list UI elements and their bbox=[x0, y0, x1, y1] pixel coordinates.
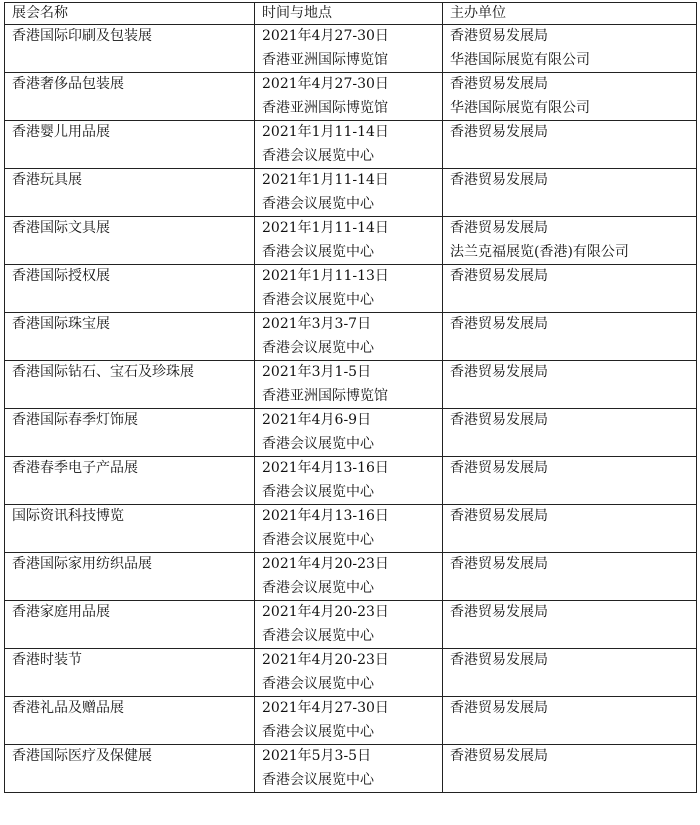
exhibition-name: 香港国际印刷及包装展 bbox=[5, 25, 255, 73]
organizer-cell bbox=[443, 601, 697, 649]
exhibition-venue: 香港会议展览中心 bbox=[262, 147, 374, 164]
time-and-place-cell bbox=[255, 601, 443, 649]
organizer-cell bbox=[443, 169, 697, 217]
exhibition-venue: 香港会议展览中心 bbox=[262, 195, 374, 212]
exhibition-name: 香港春季电子产品展 bbox=[5, 457, 255, 505]
organizer-cell bbox=[443, 361, 697, 409]
exhibition-date: 2021年3月3-7日 bbox=[262, 316, 372, 332]
table-row bbox=[5, 409, 697, 457]
table-body bbox=[5, 25, 697, 793]
organizer-cell bbox=[443, 25, 697, 73]
organizer-cell bbox=[443, 457, 697, 505]
table-row bbox=[5, 169, 697, 217]
exhibition-date: 2021年4月20-23日 bbox=[262, 652, 389, 668]
time-and-place-cell bbox=[255, 121, 443, 169]
organizer-primary: 香港贸易发展局 bbox=[450, 700, 548, 716]
exhibition-venue: 香港亚洲国际博览馆 bbox=[262, 387, 388, 404]
exhibition-date: 2021年1月11-14日 bbox=[262, 220, 389, 236]
exhibition-date: 2021年1月11-14日 bbox=[262, 172, 389, 188]
time-and-place-cell bbox=[255, 649, 443, 697]
exhibition-name: 香港礼品及赠品展 bbox=[5, 697, 255, 745]
organizer-primary: 香港贸易发展局 bbox=[450, 76, 548, 92]
exhibition-date: 2021年4月27-30日 bbox=[262, 28, 389, 44]
exhibition-name: 香港奢侈品包装展 bbox=[5, 73, 255, 121]
organizer-primary: 香港贸易发展局 bbox=[450, 316, 548, 332]
organizer-primary: 香港贸易发展局 bbox=[450, 268, 548, 284]
exhibition-date: 2021年4月27-30日 bbox=[262, 76, 389, 92]
organizer-primary: 香港贸易发展局 bbox=[450, 508, 548, 524]
table-row bbox=[5, 457, 697, 505]
organizer-primary: 香港贸易发展局 bbox=[450, 412, 548, 428]
organizer-cell bbox=[443, 265, 697, 313]
exhibition-table bbox=[4, 2, 697, 793]
table-row bbox=[5, 25, 697, 73]
organizer-primary: 香港贸易发展局 bbox=[450, 220, 548, 236]
exhibition-venue: 香港会议展览中心 bbox=[262, 339, 374, 356]
organizer-cell bbox=[443, 409, 697, 457]
organizer-secondary: 华港国际展览有限公司 bbox=[450, 99, 590, 116]
time-and-place-cell bbox=[255, 553, 443, 601]
exhibition-venue: 香港会议展览中心 bbox=[262, 291, 374, 308]
exhibition-date: 2021年3月1-5日 bbox=[262, 364, 372, 380]
exhibition-name: 香港时装节 bbox=[5, 649, 255, 697]
exhibition-name: 香港国际授权展 bbox=[5, 265, 255, 313]
organizer-primary: 香港贸易发展局 bbox=[450, 556, 548, 572]
time-and-place-cell bbox=[255, 265, 443, 313]
exhibition-venue: 香港会议展览中心 bbox=[262, 579, 374, 596]
organizer-cell bbox=[443, 217, 697, 265]
organizer-cell bbox=[443, 553, 697, 601]
table-row bbox=[5, 745, 697, 793]
time-and-place-cell bbox=[255, 169, 443, 217]
table-row bbox=[5, 697, 697, 745]
organizer-cell bbox=[443, 649, 697, 697]
exhibition-venue: 香港会议展览中心 bbox=[262, 483, 374, 500]
time-and-place-cell bbox=[255, 73, 443, 121]
table-row bbox=[5, 265, 697, 313]
time-and-place-cell bbox=[255, 25, 443, 73]
organizer-primary: 香港贸易发展局 bbox=[450, 460, 548, 476]
time-and-place-cell bbox=[255, 457, 443, 505]
time-and-place-cell bbox=[255, 361, 443, 409]
exhibition-date: 2021年4月13-16日 bbox=[262, 508, 389, 524]
exhibition-name: 香港国际医疗及保健展 bbox=[5, 745, 255, 793]
table-row bbox=[5, 505, 697, 553]
exhibition-name: 香港国际春季灯饰展 bbox=[5, 409, 255, 457]
exhibition-name: 香港国际珠宝展 bbox=[5, 313, 255, 361]
header-organizer: 主办单位 bbox=[443, 3, 697, 25]
exhibition-date: 2021年4月27-30日 bbox=[262, 700, 389, 716]
time-and-place-cell bbox=[255, 313, 443, 361]
time-and-place-cell bbox=[255, 409, 443, 457]
table-row bbox=[5, 121, 697, 169]
exhibition-name: 香港国际文具展 bbox=[5, 217, 255, 265]
organizer-cell bbox=[443, 505, 697, 553]
exhibition-date: 2021年4月20-23日 bbox=[262, 556, 389, 572]
exhibition-date: 2021年5月3-5日 bbox=[262, 748, 372, 764]
organizer-primary: 香港贸易发展局 bbox=[450, 28, 548, 44]
exhibition-venue: 香港亚洲国际博览馆 bbox=[262, 99, 388, 116]
organizer-primary: 香港贸易发展局 bbox=[450, 748, 548, 764]
time-and-place-cell bbox=[255, 217, 443, 265]
exhibition-venue: 香港会议展览中心 bbox=[262, 723, 374, 740]
exhibition-name: 香港国际钻石、宝石及珍珠展 bbox=[5, 361, 255, 409]
time-and-place-cell bbox=[255, 745, 443, 793]
organizer-cell bbox=[443, 313, 697, 361]
organizer-cell bbox=[443, 73, 697, 121]
organizer-primary: 香港贸易发展局 bbox=[450, 172, 548, 188]
organizer-primary: 香港贸易发展局 bbox=[450, 652, 548, 668]
exhibition-date: 2021年4月6-9日 bbox=[262, 412, 372, 428]
organizer-secondary: 华港国际展览有限公司 bbox=[450, 51, 590, 68]
table-row bbox=[5, 649, 697, 697]
exhibition-venue: 香港会议展览中心 bbox=[262, 627, 374, 644]
exhibition-name: 香港玩具展 bbox=[5, 169, 255, 217]
exhibition-venue: 香港会议展览中心 bbox=[262, 771, 374, 788]
table-header-row bbox=[5, 3, 697, 25]
organizer-cell bbox=[443, 745, 697, 793]
organizer-cell bbox=[443, 121, 697, 169]
exhibition-name: 香港家庭用品展 bbox=[5, 601, 255, 649]
exhibition-date: 2021年1月11-13日 bbox=[262, 268, 389, 284]
table-row bbox=[5, 73, 697, 121]
exhibition-venue: 香港会议展览中心 bbox=[262, 435, 374, 452]
table-row bbox=[5, 313, 697, 361]
header-exhibition-name: 展会名称 bbox=[5, 3, 255, 25]
organizer-primary: 香港贸易发展局 bbox=[450, 124, 548, 140]
organizer-cell bbox=[443, 697, 697, 745]
exhibition-name: 国际资讯科技博览 bbox=[5, 505, 255, 553]
exhibition-venue: 香港会议展览中心 bbox=[262, 531, 374, 548]
organizer-primary: 香港贸易发展局 bbox=[450, 604, 548, 620]
exhibition-venue: 香港亚洲国际博览馆 bbox=[262, 51, 388, 68]
exhibition-name: 香港婴儿用品展 bbox=[5, 121, 255, 169]
exhibition-venue: 香港会议展览中心 bbox=[262, 675, 374, 692]
header-time-and-place: 时间与地点 bbox=[255, 3, 443, 25]
exhibition-name: 香港国际家用纺织品展 bbox=[5, 553, 255, 601]
time-and-place-cell bbox=[255, 697, 443, 745]
table-row bbox=[5, 217, 697, 265]
organizer-primary: 香港贸易发展局 bbox=[450, 364, 548, 380]
time-and-place-cell bbox=[255, 505, 443, 553]
exhibition-date: 2021年4月20-23日 bbox=[262, 604, 389, 620]
table-row bbox=[5, 601, 697, 649]
exhibition-venue: 香港会议展览中心 bbox=[262, 243, 374, 260]
exhibition-date: 2021年4月13-16日 bbox=[262, 460, 389, 476]
exhibition-date: 2021年1月11-14日 bbox=[262, 124, 389, 140]
organizer-secondary: 法兰克福展览(香港)有限公司 bbox=[450, 243, 629, 260]
table-row bbox=[5, 361, 697, 409]
table-row bbox=[5, 553, 697, 601]
